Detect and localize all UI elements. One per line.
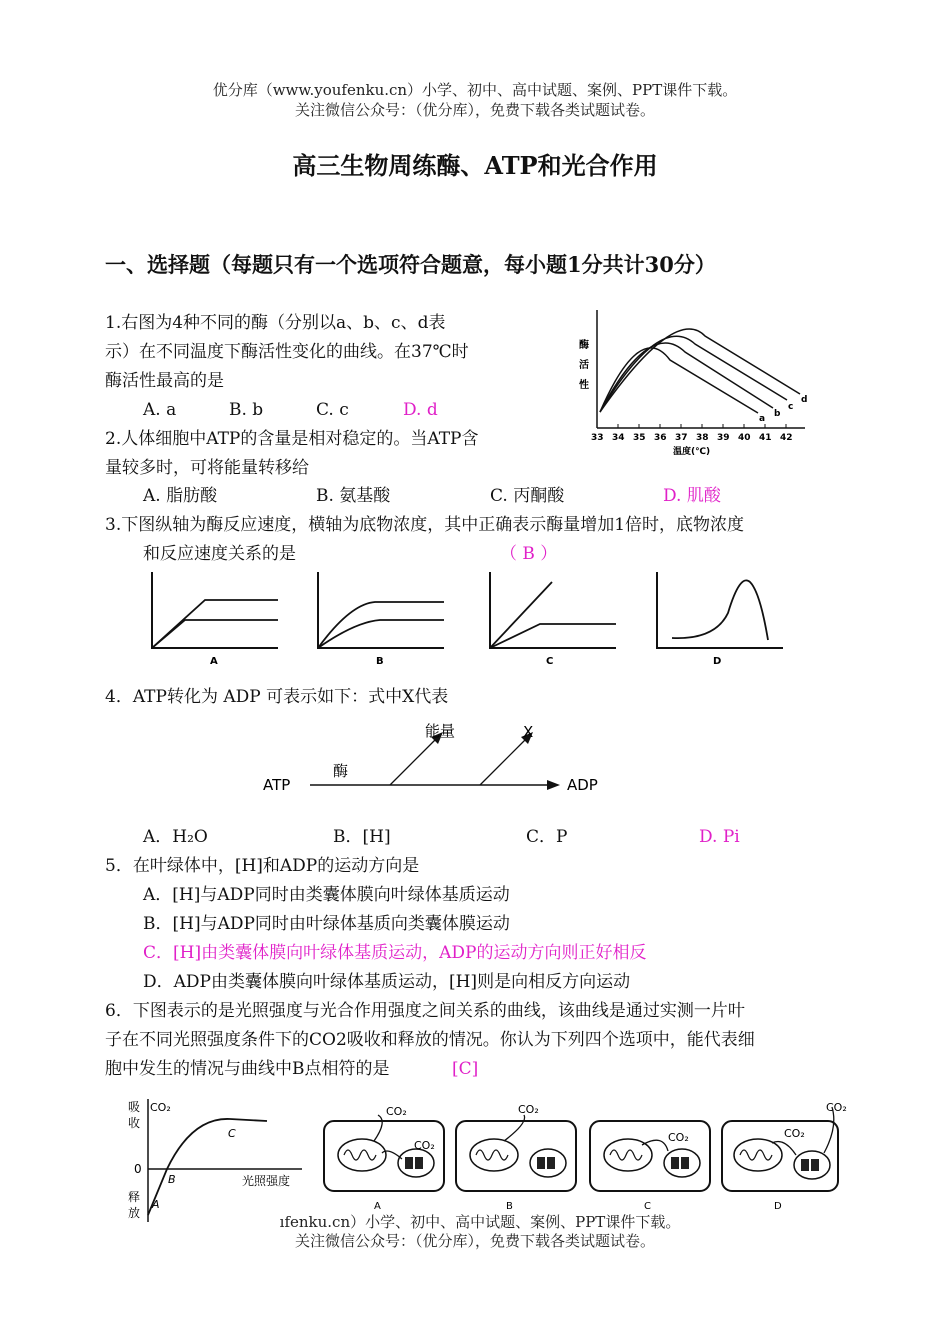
q1-option-d[interactable]: D. d [403,400,438,420]
chart-tick-label: 41 [759,433,772,443]
curve-label-a: a [759,414,766,424]
section-heading: 一、选择题（每题只有一个选项符合题意，每小题1分共计30分） [105,252,716,277]
graph-ylabel-release-1: 释 [128,1190,141,1204]
chart-tick-label: 36 [654,433,667,443]
q3-line-2: 和反应速度关系的是 [143,544,296,564]
q6-line-2: 子在不同光照强度条件下的CO2吸收和释放的情况。你认为下列四个选项中，能代表细 [105,1030,755,1050]
q3-answer: （ B ） [500,544,558,564]
cell-d-co2-in: CO₂ [784,1127,805,1140]
header-line-1: 优分库（www.youfenku.cn）小学、初中、高中试题、案例、PPT课件下载。 [212,81,738,99]
cell-a [324,1105,444,1212]
q1-options [143,396,523,425]
graph-point-a: A [152,1198,160,1211]
chart-tick-label: 39 [717,433,730,443]
q2-option-c[interactable]: C. 丙酮酸 [490,486,565,506]
diagram-energy-label: 能量 [425,722,456,740]
q2-option-b[interactable]: B. 氨基酸 [316,486,391,506]
footer-line-2: 关注微信公众号：（优分库），免费下载各类试题试卷。 [294,1232,655,1250]
cell-d [722,1101,847,1212]
q4-option-d[interactable]: D. Pi [699,827,740,847]
chart-xlabel: 温度(℃) [673,447,711,457]
mitochondrion-icon [734,1139,782,1171]
q6-line-3: 胞中发生的情况与曲线中B点相符的是 [105,1059,390,1079]
q1-option-a[interactable]: A. a [143,400,177,420]
enzyme-temperature-chart [555,300,815,460]
q5-option-d[interactable]: D．ADP由类囊体膜向叶绿体基质运动，[H]则是向相反方向运动 [143,972,631,992]
q3-label-a: A [210,656,218,667]
q2-options [143,482,783,511]
cell-c [590,1121,710,1212]
q4-stem: 4．ATP转化为 ADP 可表示如下：式中X代表 [105,687,449,707]
q5-stem: 5．在叶绿体中，[H]和ADP的运动方向是 [105,856,420,876]
q3-label-b: B [376,656,384,667]
cell-b [456,1103,576,1212]
chart-tick-label: 40 [738,433,751,443]
mitochondrion-icon [338,1139,386,1171]
curve-d [600,329,800,412]
curve-label-c: c [788,402,794,412]
q1-option-b[interactable]: B. b [229,400,264,420]
graph-ylabel-release-2: 放 [128,1206,141,1220]
graph-zero-label: 0 [134,1162,142,1176]
q4-options [143,823,783,852]
mitochondrion-icon [470,1139,518,1171]
q3-graph-b [318,572,444,667]
graph-ylabel-absorb-2: 收 [128,1116,141,1130]
footer-line-1: ıfenku.cn）小学、初中、高中试题、案例、PPT课件下载。 [279,1213,681,1231]
q2-line-1: 2.人体细胞中ATP的含量是相对稳定的。当ATP含 [105,429,479,449]
q6-answer: [C] [452,1059,479,1079]
graph-point-c: C [228,1127,236,1140]
chart-tick-label: 33 [591,433,604,443]
graph-point-b: B [168,1173,176,1186]
curve-label-b: b [774,409,781,419]
cell-d-label: D [774,1201,782,1212]
q3-graph-a [152,572,278,667]
cell-diagrams [318,1097,858,1217]
chart-tick-label: 42 [780,433,793,443]
q3-line-1: 3.下图纵轴为酶反应速度，横轴为底物浓度，其中正确表示酶量增加1倍时，底物浓度 [105,515,745,535]
chart-ylabel-2: 活 [579,360,589,371]
q3-graph-c [490,572,616,667]
chart-tick-label: 38 [696,433,709,443]
cell-c-co2-in: CO₂ [668,1131,689,1144]
q2-option-a[interactable]: A. 脂肪酸 [143,486,218,506]
chart-tick-label: 35 [633,433,646,443]
diagram-atp-label: ATP [263,776,291,794]
q1-line-3: 酶活性最高的是 [105,371,224,391]
q5-option-c[interactable]: C．[H]由类囊体膜向叶绿体基质运动，ADP的运动方向则正好相反 [143,943,647,963]
chart-tick-label: 37 [675,433,688,443]
chart-tick-label: 34 [612,433,625,443]
q3-graph-d [657,572,783,667]
q3-label-c: C [546,656,554,667]
q5-option-b[interactable]: B．[H]与ADP同时由叶绿体基质向类囊体膜运动 [143,914,510,934]
cell-a-label: A [374,1201,381,1212]
chart-ylabel-1: 酶 [579,340,589,351]
diagram-x-label: X [523,723,534,741]
graph-ylabel-absorb-1: 吸 [128,1100,141,1114]
diagram-enzyme-label: 酶 [333,762,349,780]
q2-option-d[interactable]: D. 肌酸 [663,486,721,506]
page-title: 高三生物周练酶、ATP和光合作用 [292,151,658,180]
q1-line-1: 1.右图为4种不同的酶（分别以a、b、c、d表 [105,313,446,333]
light-intensity-graph [122,1097,312,1227]
atp-adp-diagram [255,712,625,802]
q4-option-a[interactable]: A．H₂O [143,827,208,847]
chart-ylabel-3: 性 [579,380,589,391]
q1-line-2: 示）在不同温度下酶活性变化的曲线。在37℃时 [105,342,469,362]
curve-label-d: d [801,395,808,405]
q2-line-2: 量较多时，可将能量转移给 [105,458,309,478]
q4-option-c[interactable]: C．P [526,827,568,847]
diagram-adp-label: ADP [567,776,598,794]
cell-a-co2-out: CO₂ [386,1105,407,1118]
q3-label-d: D [713,656,722,667]
cell-a-co2-in: CO₂ [414,1139,435,1152]
graph-co2-label: CO₂ [150,1101,171,1114]
cell-d-co2-top: CO₂ [826,1101,847,1114]
q6-line-1: 6．下图表示的是光照强度与光合作用强度之间关系的曲线，该曲线是通过实测一片叶 [105,1001,745,1021]
q1-option-c[interactable]: C. c [316,400,349,420]
graph-xlabel: 光照强度 [242,1174,291,1188]
q5-option-a[interactable]: A．[H]与ADP同时由类囊体膜向叶绿体基质运动 [143,885,510,905]
header-line-2: 关注微信公众号：（优分库），免费下载各类试题试卷。 [294,101,655,119]
cell-b-label: B [506,1201,513,1212]
cell-c-label: C [644,1201,651,1212]
q4-option-b[interactable]: B．[H] [333,827,391,847]
q3-graphs [140,568,790,678]
cell-b-co2-out: CO₂ [518,1103,539,1116]
